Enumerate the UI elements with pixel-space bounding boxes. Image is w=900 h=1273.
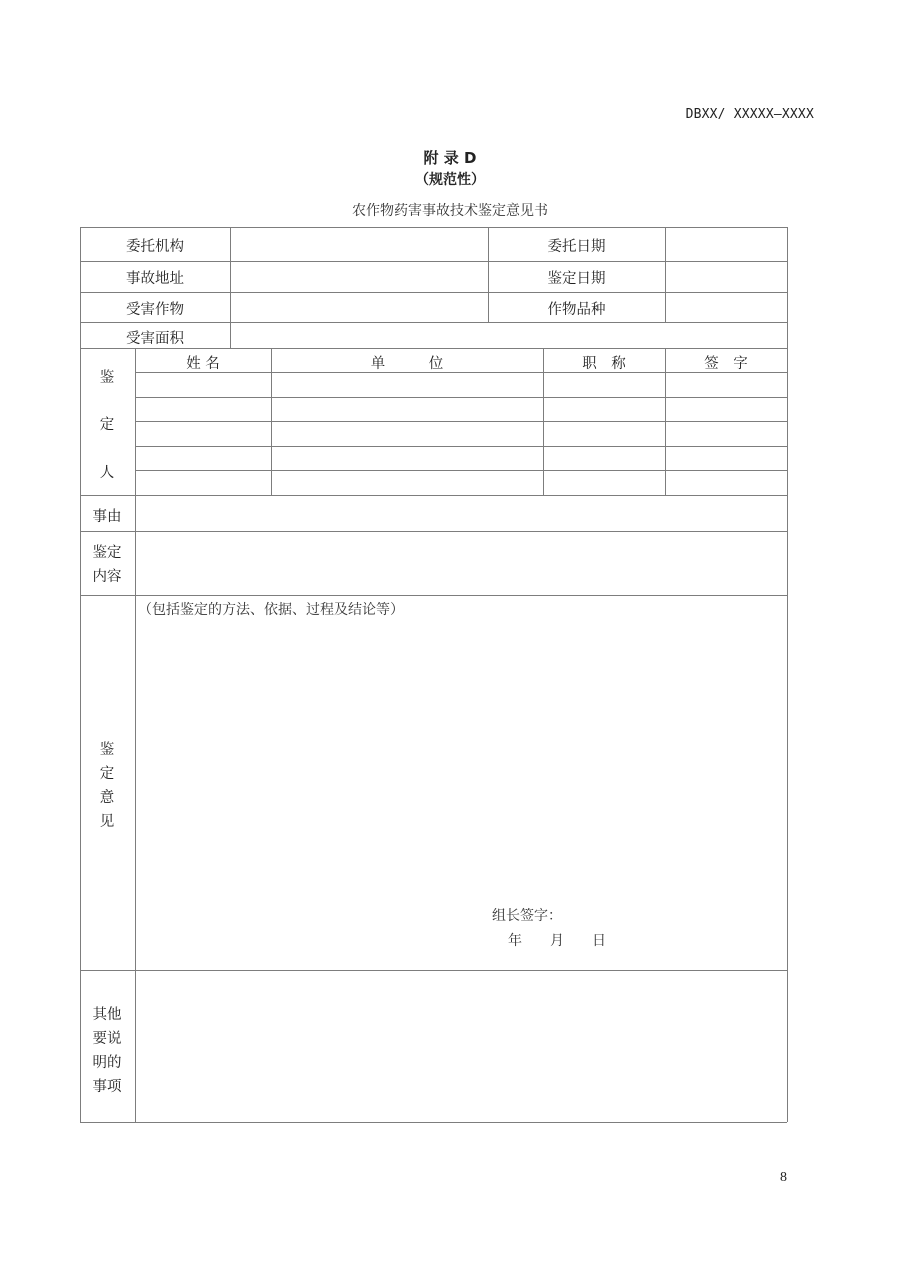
table-border-right (787, 227, 788, 1122)
other-notes-field[interactable] (136, 971, 786, 1121)
appraiser-signature-field[interactable] (666, 471, 786, 494)
label-accident-address: 事故地址 (126, 271, 184, 287)
entrusting-agency-field[interactable] (231, 228, 487, 260)
appraiser-unit-field[interactable] (272, 422, 542, 445)
label-entrust-date: 委托日期 (547, 239, 606, 255)
appraiser-name-field[interactable] (136, 398, 270, 420)
appraiser-signature-field[interactable] (666, 398, 786, 420)
other-label-line: 事项 (92, 1079, 122, 1095)
appraiser-name-field[interactable] (136, 373, 270, 396)
crop-variety-field[interactable] (666, 293, 786, 321)
date-line: 年 月 日 (508, 933, 606, 949)
appendix-nature: （规范性） (415, 172, 485, 188)
document-code: DBXX/ XXXXX—XXXX (685, 107, 814, 122)
appraiser-name-field[interactable] (136, 471, 270, 494)
appraiser-title-field[interactable] (544, 447, 664, 469)
leader-signature-label: 组长签字： (492, 908, 562, 924)
appraiser-label-char: 定 (99, 417, 115, 433)
other-label-line: 其他 (92, 1007, 122, 1023)
appraiser-name-field[interactable] (136, 422, 270, 445)
row-divider (80, 348, 787, 349)
appraiser-title-field[interactable] (544, 471, 664, 494)
content-label-line: 鉴定 (92, 545, 122, 561)
appraiser-title-field[interactable] (544, 398, 664, 420)
appendix-title: 附 录 D (423, 149, 477, 167)
opinion-field[interactable] (136, 620, 786, 890)
entrust-date-field[interactable] (666, 228, 786, 260)
column-header-signature: 签 字 (704, 356, 748, 372)
column-header-unit: 单 位 (370, 356, 444, 372)
table-border-bottom (80, 1122, 787, 1123)
appraiser-unit-field[interactable] (272, 373, 542, 396)
appraiser-label-char: 鉴 (99, 370, 115, 386)
content-field[interactable] (136, 532, 786, 594)
opinion-label-char: 见 (99, 814, 115, 830)
label-appraisal-date: 鉴定日期 (547, 271, 606, 287)
table-border-left (80, 227, 81, 1122)
opinion-label-char: 定 (99, 766, 115, 782)
content-label-line: 内容 (92, 569, 122, 585)
label-affected-area: 受害面积 (126, 331, 184, 347)
label-affected-crop: 受害作物 (126, 302, 184, 318)
label-entrusting-agency: 委托机构 (126, 239, 184, 255)
opinion-hint: （包括鉴定的方法、依据、过程及结论等） (138, 602, 404, 618)
opinion-label-char: 意 (99, 790, 115, 806)
appraiser-unit-field[interactable] (272, 471, 542, 494)
page-number: 8 (780, 1170, 787, 1185)
appraiser-signature-field[interactable] (666, 422, 786, 445)
appraiser-name-field[interactable] (136, 447, 270, 469)
appraiser-title-field[interactable] (544, 373, 664, 396)
row-divider (80, 595, 787, 596)
other-label-line: 明的 (92, 1055, 122, 1071)
appraiser-signature-field[interactable] (666, 373, 786, 396)
other-label-line: 要说 (92, 1031, 122, 1047)
form-title: 农作物药害事故技术鉴定意见书 (352, 203, 548, 219)
column-header-title: 职 称 (582, 356, 626, 372)
opinion-label-char: 鉴 (99, 742, 115, 758)
affected-crop-field[interactable] (231, 293, 487, 321)
label-crop-variety: 作物品种 (547, 302, 606, 318)
accident-address-field[interactable] (231, 262, 487, 291)
cause-label: 事由 (92, 509, 122, 525)
affected-area-field[interactable] (231, 323, 786, 347)
appraiser-unit-field[interactable] (272, 398, 542, 420)
column-header-name: 姓 名 (186, 356, 220, 372)
appraiser-label-char: 人 (99, 465, 115, 481)
appraiser-title-field[interactable] (544, 422, 664, 445)
cause-field[interactable] (136, 496, 786, 530)
appraiser-unit-field[interactable] (272, 447, 542, 469)
appraiser-signature-field[interactable] (666, 447, 786, 469)
appraisal-date-field[interactable] (666, 262, 786, 291)
